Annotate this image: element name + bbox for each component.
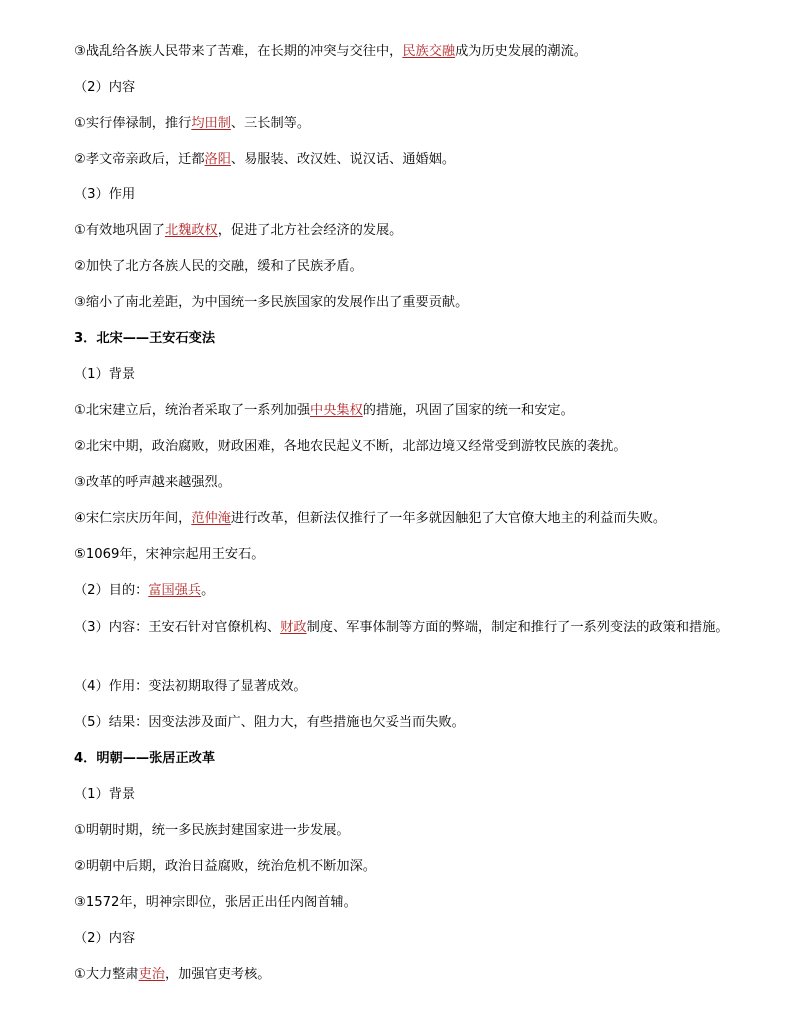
text-line: ③缩小了南北差距，为中国统一多民族国家的发展作出了重要贡献。 bbox=[74, 295, 469, 310]
highlighted-term: 均田制 bbox=[191, 116, 231, 131]
subheading: （3）作用 bbox=[74, 187, 136, 202]
highlighted-term: 财政 bbox=[280, 620, 307, 635]
subheading: （2）内容 bbox=[74, 80, 136, 95]
text-line: ③战乱给各族人民带来了苦难，在长期的冲突与交往中，民族交融成为历史发展的潮流。 bbox=[74, 44, 587, 59]
text-line: （4）作用：变法初期取得了显著成效。 bbox=[74, 679, 307, 694]
text-line: ③改革的呼声越来越强烈。 bbox=[74, 475, 231, 490]
text-line: ①大力整肃吏治，加强官吏考核。 bbox=[74, 967, 271, 982]
section-heading: 4．明朝——张居正改革 bbox=[74, 751, 216, 766]
text-line: ①实行俸禄制，推行均田制、三长制等。 bbox=[74, 116, 311, 131]
text-line: ②北宋中期，政治腐败，财政困难，各地农民起义不断，北部边境又经常受到游牧民族的袭扰。 bbox=[74, 439, 627, 454]
highlighted-term: 中央集权 bbox=[310, 403, 363, 418]
text-paragraph: （3）内容：王安石针对官僚机构、财政制度、军事体制等方面的弊端，制定和推行了一系列变法的政策和措施。 bbox=[74, 620, 729, 635]
highlighted-term: 吏治 bbox=[138, 967, 165, 982]
highlighted-term: 北魏政权 bbox=[164, 223, 218, 238]
text-line: ①明朝时期，统一多民族封建国家进一步发展。 bbox=[74, 823, 350, 838]
text-line: ③1572年，明神宗即位，张居正出任内阁首辅。 bbox=[74, 895, 357, 910]
text-line: ②孝文帝亲政后，迁都洛阳、易服装、改汉姓、说汉话、通婚姻。 bbox=[74, 152, 456, 167]
text-line: ⑤1069年，宋神宗起用王安石。 bbox=[74, 547, 265, 562]
highlighted-term: 范仲淹 bbox=[191, 511, 231, 526]
text-line: （2）目的：富国强兵。 bbox=[74, 583, 215, 598]
highlighted-term: 民族交融 bbox=[402, 44, 456, 59]
text-line: ②明朝中后期，政治日益腐败，统治危机不断加深。 bbox=[74, 859, 376, 874]
subheading: （1）背景 bbox=[74, 787, 136, 802]
subheading: （1）背景 bbox=[74, 367, 136, 382]
highlighted-term: 洛阳 bbox=[204, 152, 231, 167]
text-line: （5）结果：因变法涉及面广、阻力大，有些措施也欠妥当而失败。 bbox=[74, 715, 465, 730]
highlighted-term: 富国强兵 bbox=[148, 583, 202, 598]
section-heading: 3．北宋——王安石变法 bbox=[74, 331, 216, 346]
subheading: （2）内容 bbox=[74, 931, 136, 946]
text-line: ①有效地巩固了北魏政权，促进了北方社会经济的发展。 bbox=[74, 223, 403, 238]
text-line: ②加快了北方各族人民的交融，缓和了民族矛盾。 bbox=[74, 259, 363, 274]
text-line: ①北宋建立后，统治者采取了一系列加强中央集权的措施，巩固了国家的统一和安定。 bbox=[74, 403, 574, 418]
text-line: ④宋仁宗庆历年间，范仲淹进行改革，但新法仅推行了一年多就因触犯了大官僚大地主的利益而失败。 bbox=[74, 511, 667, 526]
